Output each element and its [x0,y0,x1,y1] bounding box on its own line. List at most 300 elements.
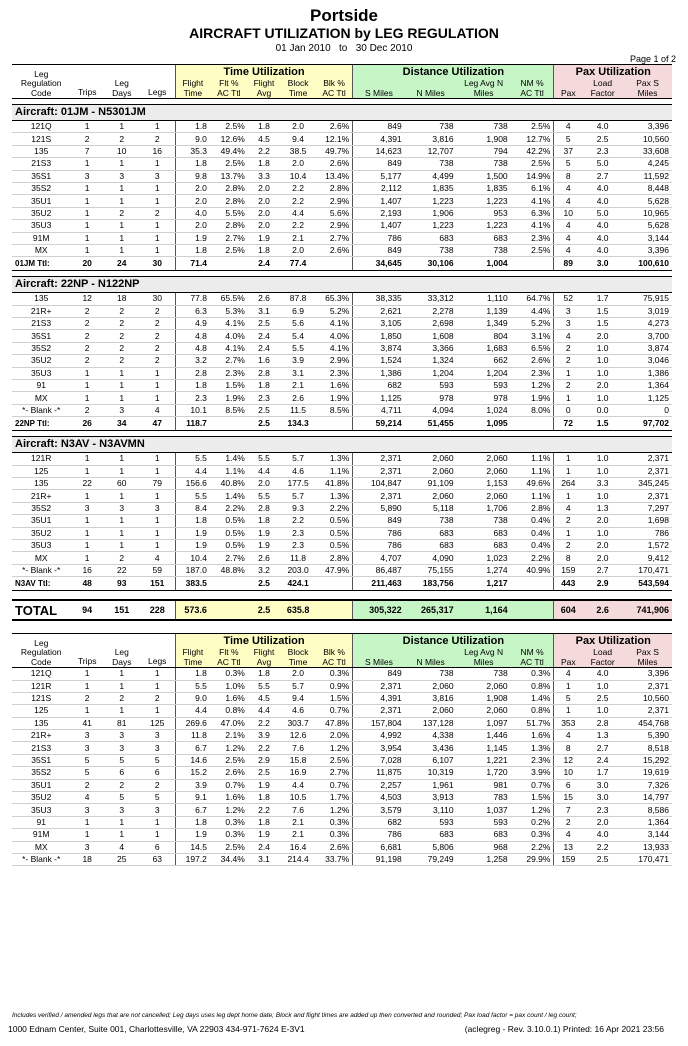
cell-load-factor: 1.0 [582,465,623,477]
col-trips: Trips [70,634,104,668]
cell-s-miles: 4,391 [353,133,405,145]
cell-pax: 2 [554,380,582,392]
cell-pax-smiles: 3,700 [623,330,672,342]
cell-load-factor: 2.4 [582,754,623,766]
cell-blk-pct: 1.2% [316,742,353,754]
cell-leg-days: 3 [104,170,140,182]
cell-load-factor: 2.0 [582,515,623,527]
cell-n-miles: 738 [405,121,457,133]
cell-load-factor: 1.3 [582,502,623,514]
cell-legs: 1 [140,182,176,194]
cell-flight-time: 4.0 [175,207,210,219]
cell-pax-smiles: 2,371 [623,453,672,465]
cell-pax-smiles: 100,610 [623,257,672,271]
cell-leg-reg: MX [12,392,70,404]
cell-s-miles: 6,681 [353,841,405,853]
cell-flight-avg: 5.5 [248,680,280,692]
cell-n-miles: 265,317 [405,600,457,620]
cell-s-miles: 7,028 [353,754,405,766]
cell-legs: 125 [140,717,176,729]
cell-leg-avg: 968 [457,841,511,853]
cell-blk-pct: 5.2% [316,305,353,317]
cell-n-miles: 1,835 [405,182,457,194]
cell-leg-days: 2 [104,692,140,704]
cell-load-factor: 2.5 [582,853,623,865]
cell-pax: 5 [554,133,582,145]
cell-legs: 1 [140,220,176,232]
cell-blk-pct: 0.5% [316,539,353,551]
table-row [12,552,672,564]
summary-row [12,717,672,729]
cell-s-miles: 2,371 [353,465,405,477]
cell-flight-avg: 2.5 [248,767,280,779]
cell-leg-days: 2 [104,779,140,791]
cell-n-miles: 4,338 [405,730,457,742]
cell-flight-time: 9.8 [175,170,210,182]
cell-legs: 2 [140,779,176,791]
cell-trips: 7 [70,145,104,157]
cell-nm-pct: 0.4% [511,515,554,527]
cell-legs: 5 [140,754,176,766]
cell-block-time: 134.3 [280,417,316,431]
cell-flight-avg: 2.5 [248,417,280,431]
cell-pax-smiles: 33,608 [623,145,672,157]
cell-pax-smiles: 8,586 [623,804,672,816]
cell-leg-avg: 1,037 [457,804,511,816]
summary-row [12,792,672,804]
cell-blk-pct: 65.3% [316,293,353,305]
summary-row [12,829,672,841]
cell-load-factor: 4.0 [582,829,623,841]
cell-leg-reg: 21R+ [12,730,70,742]
cell-leg-avg: 738 [457,515,511,527]
footer-address: 1000 Ednam Center, Suite 001, Charlottesville, VA 22903 434-971-7624 E-3V1 [8,1024,305,1034]
cell-nm-pct: 1.6% [511,730,554,742]
cell-leg-days: 22 [104,564,140,576]
cell-flight-avg: 4.4 [248,465,280,477]
cell-load-factor: 4.0 [582,121,623,133]
cell-leg-days: 2 [104,355,140,367]
cell-leg-days: 1 [104,453,140,465]
cell-n-miles: 2,060 [405,453,457,465]
cell-leg-days: 25 [104,853,140,865]
cell-leg-avg: 593 [457,816,511,828]
cell-flt-pct: 1.0% [210,680,248,692]
cell-leg-reg: 135 [12,145,70,157]
cell-flight-time: 1.8 [175,668,210,680]
table-row [12,232,672,244]
cell-leg-reg: 91 [12,380,70,392]
cell-blk-pct: 2.0% [316,730,353,742]
cell-pax: 2 [554,816,582,828]
cell-pax-smiles: 10,560 [623,133,672,145]
table-row [12,490,672,502]
summary-row [12,730,672,742]
cell-n-miles: 978 [405,392,457,404]
cell-legs: 1 [140,680,176,692]
cell-flt-pct: 2.5% [210,841,248,853]
cell-s-miles: 86,487 [353,564,405,576]
cell-leg-reg: 35S2 [12,767,70,779]
cell-blk-pct: 2.3% [316,367,353,379]
cell-s-miles: 14,623 [353,145,405,157]
cell-leg-avg: 738 [457,244,511,256]
cell-leg-days: 93 [104,577,140,591]
cell-nm-pct: 40.9% [511,564,554,576]
cell-leg-reg: MX [12,841,70,853]
cell-legs: 63 [140,853,176,865]
col-flt-pct: Flt % AC Ttl [210,648,248,668]
report-title: AIRCRAFT UTILIZATION by LEG REGULATION [189,25,499,41]
table-row [12,207,672,219]
cell-leg-avg: 1,204 [457,367,511,379]
cell-leg-days: 3 [104,742,140,754]
cell-legs: 228 [140,600,176,620]
cell-s-miles: 786 [353,232,405,244]
col-block-time: Block Time [280,648,316,668]
cell-flt-pct: 40.8% [210,477,248,489]
cell-s-miles: 682 [353,816,405,828]
cell-nm-pct: 0.3% [511,668,554,680]
cell-block-time: 2.0 [280,668,316,680]
cell-flight-time: 5.5 [175,490,210,502]
cell-n-miles: 2,060 [405,465,457,477]
cell-flight-avg: 1.6 [248,355,280,367]
cell-leg-days: 1 [104,220,140,232]
cell-flt-pct: 4.0% [210,330,248,342]
cell-flight-avg: 1.8 [248,244,280,256]
cell-flt-pct: 2.3% [210,367,248,379]
cell-flight-avg: 1.9 [248,527,280,539]
cell-leg-days: 1 [104,380,140,392]
cell-leg-avg: 1,095 [457,417,511,431]
cell-flt-pct: 1.6% [210,792,248,804]
cell-pax-smiles: 7,297 [623,502,672,514]
cell-leg-days: 60 [104,477,140,489]
cell-block-time: 2.1 [280,829,316,841]
cell-nm-pct: 3.9% [511,767,554,779]
cell-pax: 8 [554,742,582,754]
cell-leg-avg: 1,274 [457,564,511,576]
cell-pax-smiles: 7,326 [623,779,672,791]
cell-trips: 1 [70,552,104,564]
cell-nm-pct: 14.9% [511,170,554,182]
cell-leg-avg: 683 [457,539,511,551]
cell-leg-days: 2 [104,552,140,564]
cell-load-factor: 3.0 [582,779,623,791]
cell-leg-reg: 135 [12,717,70,729]
cell-leg-avg: 978 [457,392,511,404]
cell-flt-pct: 2.7% [210,232,248,244]
cell-flight-time: 6.3 [175,305,210,317]
cell-nm-pct [511,417,554,431]
cell-n-miles: 683 [405,232,457,244]
cell-block-time: 10.5 [280,792,316,804]
cell-pax: 604 [554,600,582,620]
cell-s-miles: 849 [353,121,405,133]
cell-load-factor: 2.2 [582,841,623,853]
report-header [0,6,688,55]
cell-flt-pct: 2.1% [210,730,248,742]
cell-s-miles: 4,503 [353,792,405,804]
cell-flight-time: 10.4 [175,552,210,564]
cell-flt-pct: 1.9% [210,392,248,404]
cell-flight-time: 4.9 [175,318,210,330]
cell-leg-days: 1 [104,244,140,256]
cell-load-factor: 1.0 [582,705,623,717]
cell-trips: 3 [70,742,104,754]
cell-legs: 2 [140,342,176,354]
cell-flt-pct: 48.8% [210,564,248,576]
col-leg-days: Leg Days [104,634,140,668]
cell-trips: 2 [70,355,104,367]
cell-nm-pct [511,600,554,620]
cell-leg-avg: 804 [457,330,511,342]
cell-load-factor: 3.0 [582,257,623,271]
cell-load-factor: 4.0 [582,195,623,207]
cell-flight-time: 2.8 [175,367,210,379]
cell-block-time: 5.6 [280,318,316,330]
cell-leg-days: 2 [104,305,140,317]
cell-pax: 10 [554,207,582,219]
col-nm-pct: NM % AC Ttl [511,648,554,668]
cell-blk-pct: 2.7% [316,767,353,779]
cell-n-miles: 1,324 [405,355,457,367]
cell-blk-pct: 2.6% [316,158,353,170]
table-row [12,539,672,551]
cell-flt-pct: 2.2% [210,502,248,514]
cell-load-factor: 1.0 [582,490,623,502]
cell-leg-reg: 125 [12,705,70,717]
cell-legs: 6 [140,841,176,853]
col-leg-reg: Leg Regulation Code [12,634,70,668]
cell-pax: 13 [554,841,582,853]
summary-row [12,853,672,865]
cell-pax: 1 [554,367,582,379]
cell-flight-time: 1.9 [175,829,210,841]
cell-leg-avg: 1,097 [457,717,511,729]
cell-s-miles: 682 [353,380,405,392]
cell-leg-reg: 125 [12,465,70,477]
cell-leg-reg: *- Blank -* [12,404,70,416]
cell-pax-smiles: 75,915 [623,293,672,305]
cell-nm-pct: 2.5% [511,158,554,170]
cell-trips: 1 [70,367,104,379]
cell-load-factor: 1.5 [582,305,623,317]
pax-utilization-group: Pax Utilization [554,634,672,649]
cell-n-miles: 3,110 [405,804,457,816]
cell-flt-pct: 1.2% [210,804,248,816]
cell-pax-smiles: 11,592 [623,170,672,182]
cell-blk-pct [316,600,353,620]
cell-trips: 2 [70,779,104,791]
table-body [12,99,672,621]
cell-nm-pct: 1.5% [511,792,554,804]
col-flt-pct: Flt % AC Ttl [210,79,248,99]
cell-block-time: 2.6 [280,392,316,404]
cell-legs: 1 [140,490,176,502]
cell-s-miles: 2,371 [353,680,405,692]
cell-s-miles: 5,890 [353,502,405,514]
cell-flight-time: 9.0 [175,133,210,145]
cell-legs: 1 [140,527,176,539]
cell-leg-reg: 121R [12,680,70,692]
cell-pax: 6 [554,779,582,791]
cell-leg-avg: 738 [457,121,511,133]
cell-legs: 1 [140,244,176,256]
cell-leg-avg: 1,349 [457,318,511,330]
aircraft-header [12,277,672,293]
cell-load-factor: 1.0 [582,367,623,379]
cell-trips: 3 [70,841,104,853]
cell-pax-smiles: 2,371 [623,680,672,692]
distance-utilization-group: Distance Utilization [353,634,554,649]
cell-nm-pct: 5.2% [511,318,554,330]
cell-leg-reg: 35U2 [12,207,70,219]
cell-blk-pct: 4.1% [316,318,353,330]
cell-leg-days: 1 [104,515,140,527]
cell-flt-pct: 0.3% [210,816,248,828]
cell-blk-pct: 0.7% [316,705,353,717]
cell-trips: 26 [70,417,104,431]
cell-s-miles: 2,371 [353,705,405,717]
cell-trips: 1 [70,121,104,133]
aircraft-header [12,105,672,121]
cell-leg-reg: 21S3 [12,318,70,330]
cell-legs: 1 [140,158,176,170]
cell-flight-avg: 2.0 [248,220,280,232]
cell-nm-pct: 49.6% [511,477,554,489]
grand-total-row [12,600,672,620]
cell-leg-reg: 135 [12,477,70,489]
cell-flight-time: 3.9 [175,779,210,791]
cell-flt-pct [210,600,248,620]
cell-flt-pct: 47.0% [210,717,248,729]
cell-leg-days: 3 [104,804,140,816]
cell-legs: 2 [140,355,176,367]
cell-legs: 1 [140,816,176,828]
cell-blk-pct: 2.7% [316,232,353,244]
cell-blk-pct: 1.3% [316,453,353,465]
table-row [12,195,672,207]
cell-leg-days: 2 [104,318,140,330]
col-flight-avg: Flight Avg [248,648,280,668]
cell-nm-pct: 0.8% [511,680,554,692]
cell-flight-avg: 1.9 [248,829,280,841]
cell-s-miles: 2,257 [353,779,405,791]
col-load-factor: Load Factor [582,648,623,668]
cell-leg-reg: 135 [12,293,70,305]
table-row [12,220,672,232]
cell-trips: 3 [70,804,104,816]
cell-pax-smiles: 9,412 [623,552,672,564]
cell-pax: 4 [554,730,582,742]
cell-flight-avg: 4.5 [248,692,280,704]
cell-s-miles: 4,391 [353,692,405,704]
cell-trips: 2 [70,133,104,145]
cell-s-miles: 3,954 [353,742,405,754]
cell-flight-time: 4.8 [175,330,210,342]
cell-n-miles: 593 [405,816,457,828]
table-row [12,145,672,157]
cell-blk-pct: 1.3% [316,490,353,502]
footnote: Includes verified / amended legs that are not cancelled; Leg days uses leg dept home date; Block and flight times are added up then converted and rounded; Pax load factor = pax count / leg count; [12,1012,577,1019]
cell-n-miles: 51,455 [405,417,457,431]
cell-blk-pct: 2.9% [316,355,353,367]
aircraft-total-row [12,577,672,591]
col-pax: Pax [554,648,582,668]
cell-flight-avg: 2.4 [248,257,280,271]
cell-pax: 52 [554,293,582,305]
table-row [12,305,672,317]
table-header [12,65,672,99]
cell-blk-pct: 5.6% [316,207,353,219]
cell-pax-smiles: 1,364 [623,380,672,392]
cell-legs: 1 [140,705,176,717]
cell-s-miles: 157,804 [353,717,405,729]
cell-flight-avg: 2.4 [248,342,280,354]
cell-legs: 151 [140,577,176,591]
cell-block-time: 214.4 [280,853,316,865]
cell-flight-avg: 2.9 [248,754,280,766]
cell-pax-smiles: 741,906 [623,600,672,620]
cell-leg-reg: 121Q [12,668,70,680]
cell-leg-avg: 1,145 [457,742,511,754]
cell-legs: 3 [140,742,176,754]
cell-trips: 2 [70,404,104,416]
summary-row [12,754,672,766]
cell-load-factor: 1.0 [582,392,623,404]
cell-block-time: 2.2 [280,182,316,194]
cell-flt-pct: 34.4% [210,853,248,865]
cell-pax: 4 [554,244,582,256]
cell-pax: 1 [554,453,582,465]
col-pax: Pax [554,79,582,99]
cell-leg-days: 151 [104,600,140,620]
cell-pax-smiles: 10,965 [623,207,672,219]
cell-load-factor: 1.0 [582,453,623,465]
cell-leg-reg: 21S3 [12,158,70,170]
cell-pax: 1 [554,392,582,404]
cell-leg-reg: TOTAL [12,600,70,620]
cell-leg-avg: 1,023 [457,552,511,564]
cell-flight-avg: 2.6 [248,552,280,564]
cell-n-miles: 1,223 [405,195,457,207]
cell-nm-pct: 2.2% [511,841,554,853]
col-n-miles: N Miles [405,648,457,668]
cell-pax: 15 [554,792,582,804]
cell-leg-days: 24 [104,257,140,271]
cell-load-factor: 1.7 [582,767,623,779]
cell-load-factor: 4.0 [582,220,623,232]
cell-pax-smiles: 3,046 [623,355,672,367]
cell-load-factor: 2.0 [582,539,623,551]
cell-n-miles: 738 [405,515,457,527]
cell-flight-time: 6.7 [175,804,210,816]
col-s-miles: S Miles [353,79,405,99]
cell-nm-pct: 2.3% [511,367,554,379]
cell-blk-pct: 1.2% [316,804,353,816]
cell-n-miles: 1,223 [405,220,457,232]
cell-s-miles: 1,407 [353,220,405,232]
cell-flt-pct: 5.3% [210,305,248,317]
cell-nm-pct: 12.7% [511,133,554,145]
cell-block-time: 2.1 [280,380,316,392]
aircraft-total-row [12,417,672,431]
cell-flight-time: 1.8 [175,158,210,170]
cell-leg-avg: 1,217 [457,577,511,591]
summary-row [12,816,672,828]
